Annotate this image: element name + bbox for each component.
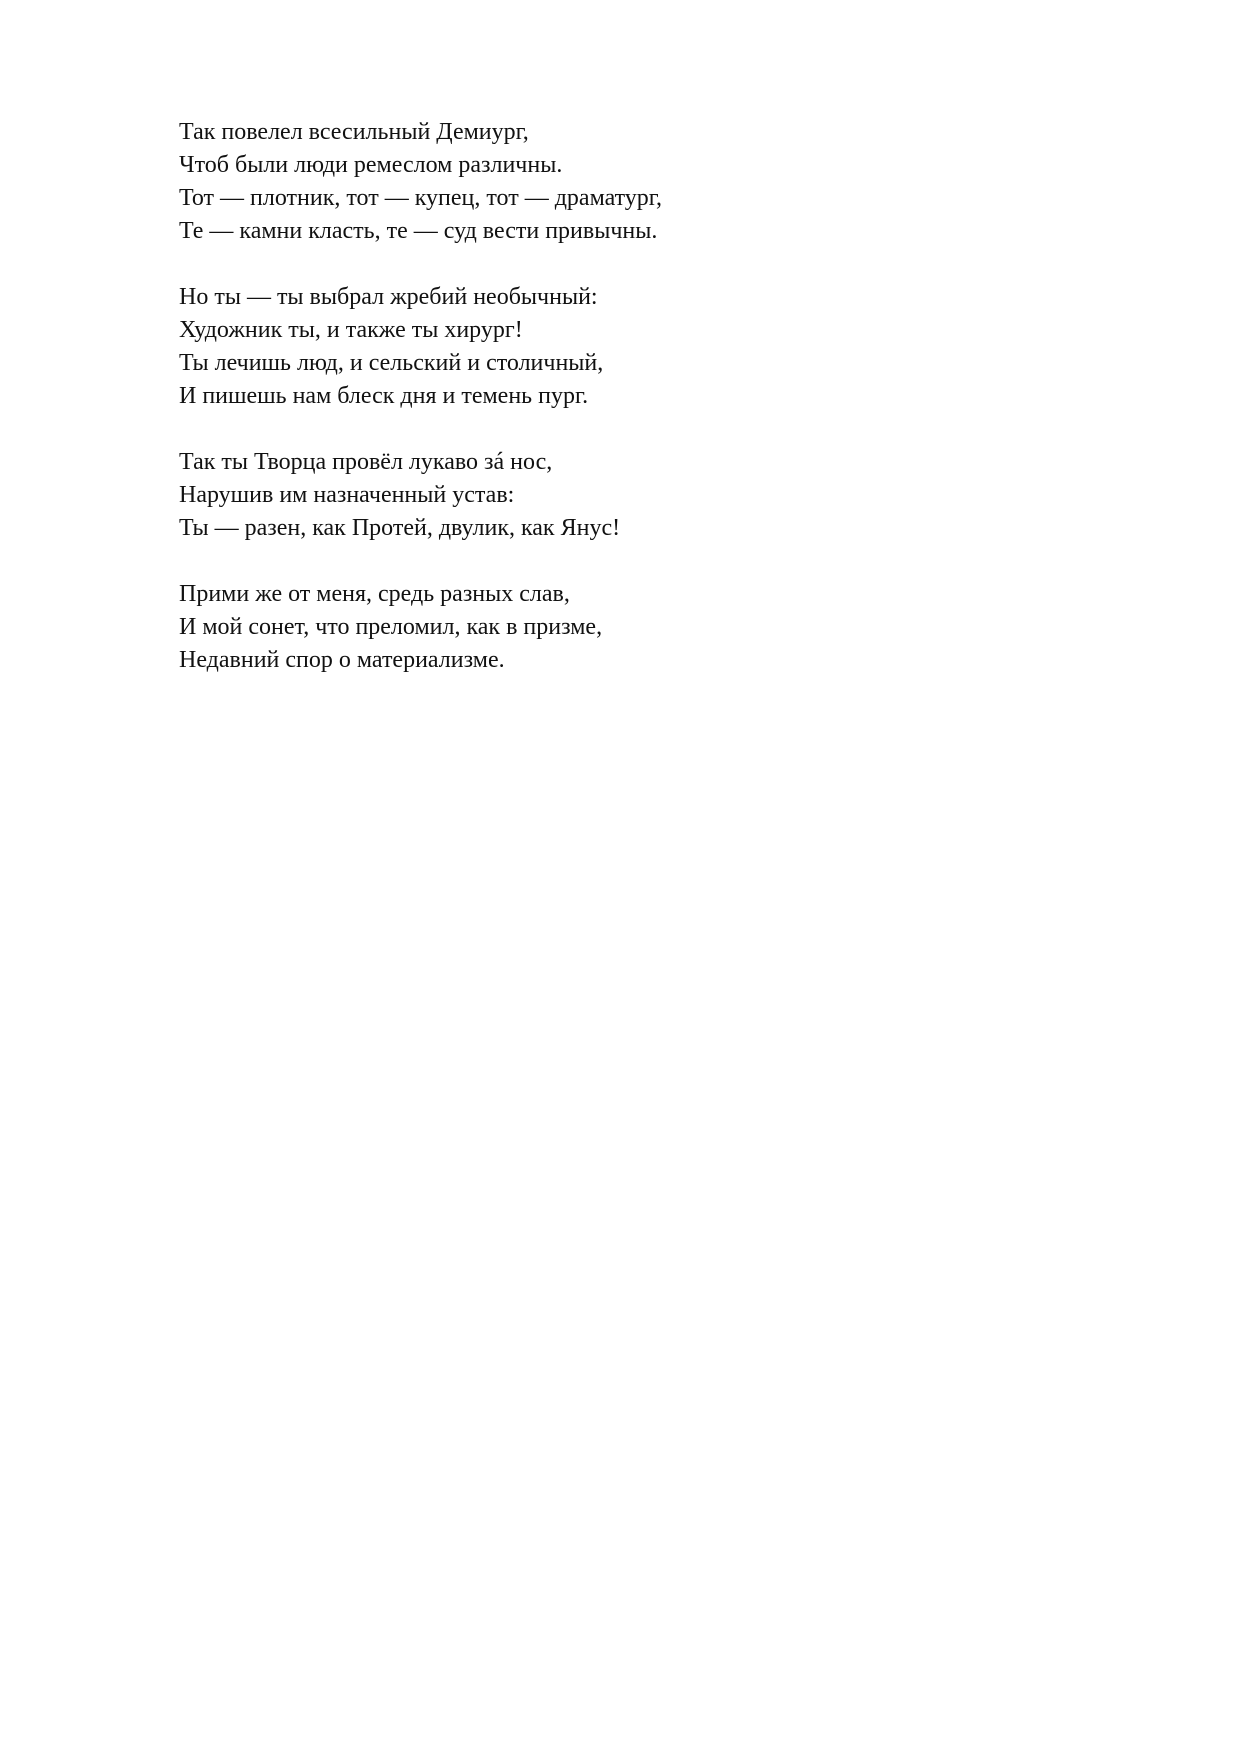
poem-line: Те — камни класть, те — суд вести привычны.: [179, 218, 658, 244]
poem-line: Так повелел всесильный Демиург,: [179, 119, 529, 145]
sonnet-text: [179, 116, 1079, 710]
poem-line: И мой сонет, что преломил, как в призме,: [179, 614, 603, 640]
stanza-1: [179, 116, 1079, 248]
poem-line: Чтоб были люди ремеслом различны.: [179, 152, 563, 178]
poem-line: Ты — разен, как Протей, двулик, как Янус!: [179, 515, 621, 541]
stanza-2: [179, 281, 1079, 413]
poem-line: Тот — плотник, тот — купец, тот — драматург,: [179, 185, 662, 211]
poem-line: Так ты Творца провёл лукаво зá нос,: [179, 449, 553, 475]
poem-line: Недавний спор о материализме.: [179, 647, 505, 673]
stanza-4: [179, 578, 1079, 677]
poem-line: Прими же от меня, средь разных слав,: [179, 581, 570, 607]
poem-line: И пишешь нам блеск дня и темень пург.: [179, 383, 589, 409]
poem-line: Ты лечишь люд, и сельский и столичный,: [179, 350, 604, 376]
poem-line: Художник ты, и также ты хирург!: [179, 317, 523, 343]
stanza-3: [179, 446, 1079, 545]
poem-line: Но ты — ты выбрал жребий необычный:: [179, 284, 598, 310]
poem-line: Нарушив им назначенный устав:: [179, 482, 515, 508]
